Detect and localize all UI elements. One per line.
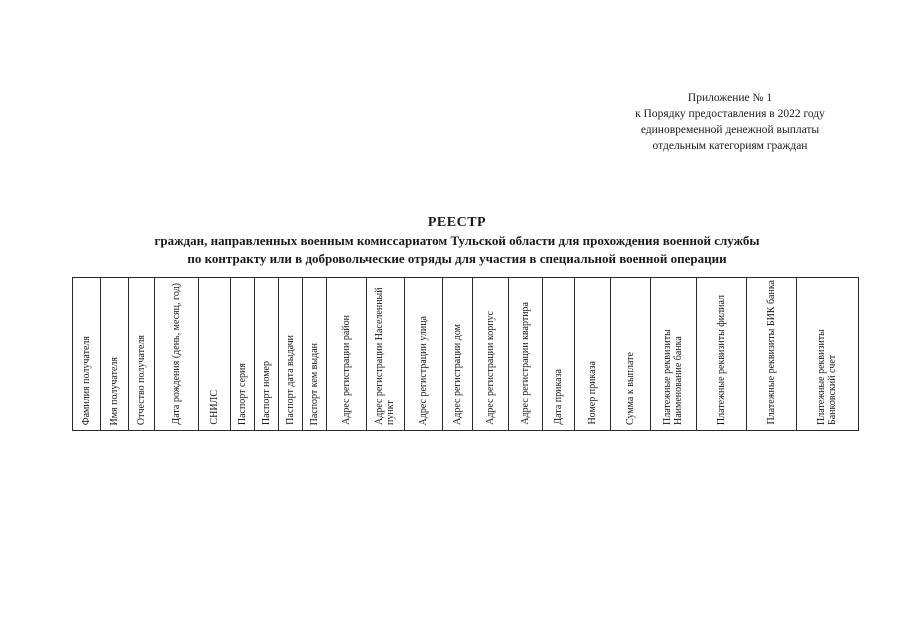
column-header: Паспорт номер: [255, 278, 279, 431]
column-header: Номер приказа: [575, 278, 611, 431]
column-header: Адрес регистрации корпус: [473, 278, 509, 431]
appendix-note: [590, 90, 870, 154]
column-header: СНИЛС: [199, 278, 231, 431]
column-header: Отчество получателя: [129, 278, 155, 431]
title-main: РЕЕСТР: [427, 215, 487, 230]
column-header: Адрес регистрации улица: [405, 278, 443, 431]
column-header: Адрес регистрации Населенный пункт: [367, 278, 405, 431]
column-header: Адрес регистрации район: [327, 278, 367, 431]
appendix-line-4: отдельным категориям граждан: [652, 140, 808, 152]
column-header: Адрес регистрации квартира: [509, 278, 543, 431]
title-line-1: граждан, направленных военным комиссариатом Тульской области для прохождения военной службы: [154, 233, 760, 248]
appendix-line-3: единовременной денежной выплаты: [640, 124, 820, 136]
column-header: Сумма к выплате: [611, 278, 651, 431]
column-header: Платежные реквизиты филиал: [697, 278, 747, 431]
appendix-line-1: Приложение № 1: [687, 92, 773, 104]
table-header-row: [73, 278, 859, 431]
registry-table: [72, 277, 859, 431]
title-line-2: по контракту или в добровольческие отряды для участия в специальной военной операции: [187, 251, 727, 266]
column-header: Паспорт дата выдачи: [279, 278, 303, 431]
column-header: Платежные реквизиты БИК банка: [747, 278, 797, 431]
column-header: Платежные реквизиты Наименование банка: [651, 278, 697, 431]
column-header: Имя получателя: [101, 278, 129, 431]
column-header: Дата рождения (день, месяц, год): [155, 278, 199, 431]
column-header: Фамилия получателя: [73, 278, 101, 431]
column-header: Адрес регистрации дом: [443, 278, 473, 431]
document-title: [60, 214, 854, 268]
appendix-line-2: к Порядку предоставления в 2022 году: [635, 108, 825, 120]
column-header: Платежные реквизиты Банковский счет: [797, 278, 859, 431]
column-header: Паспорт кем выдан: [303, 278, 327, 431]
column-header: Дата приказа: [543, 278, 575, 431]
column-header: Паспорт серия: [231, 278, 255, 431]
